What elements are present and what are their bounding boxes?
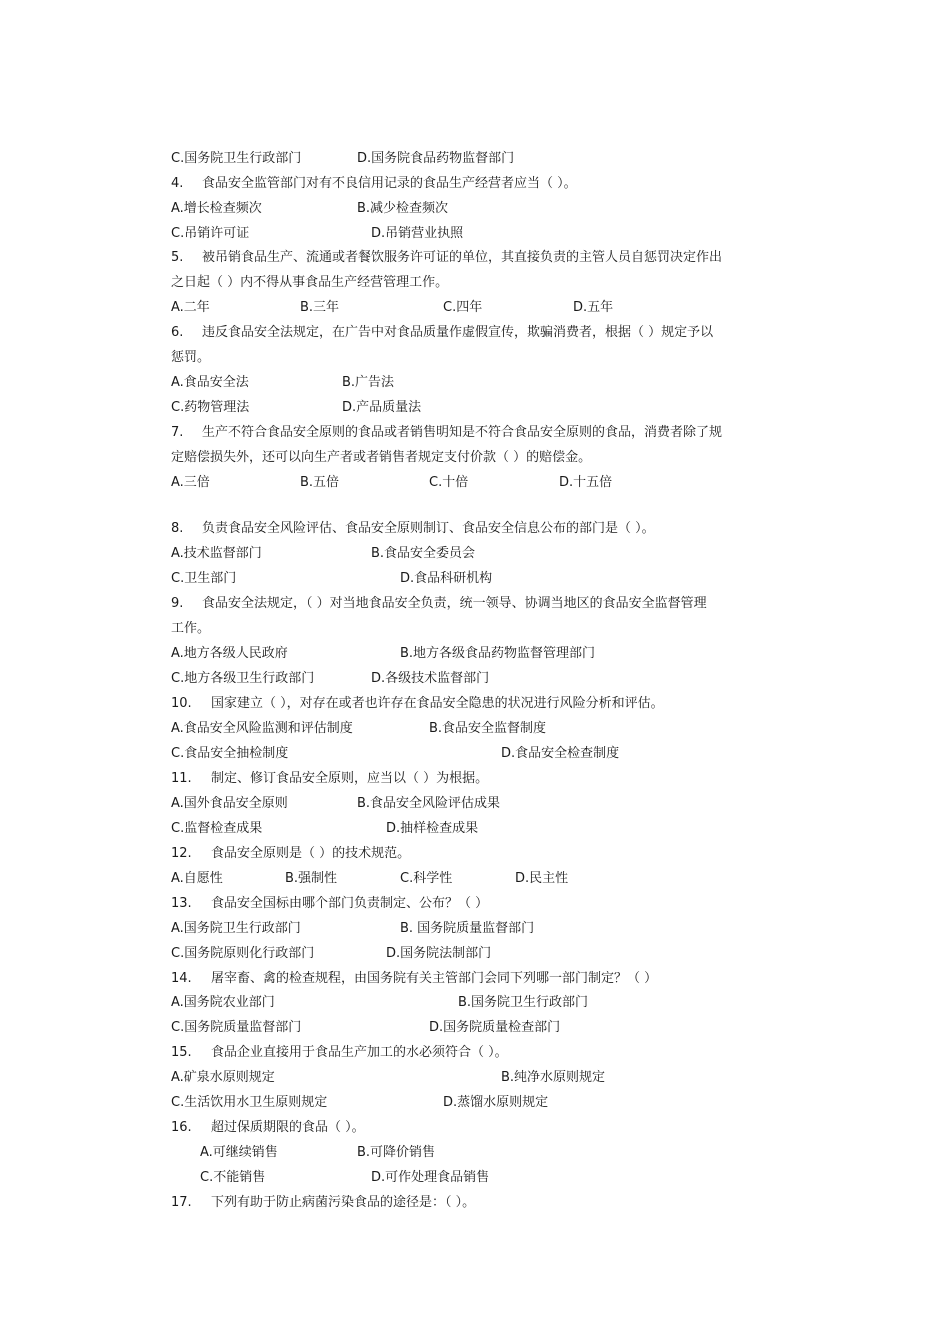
option-c: C.国务院质量监督部门 <box>171 1020 302 1035</box>
option-c: C.吊销许可证 <box>171 226 250 241</box>
option-b: B.食品安全风险评估成果 <box>357 796 501 811</box>
option-d: D.各级技术监督部门 <box>371 671 490 686</box>
option-c: C.药物管理法 <box>171 400 250 415</box>
option-a: A.食品安全法 <box>171 375 249 390</box>
option-b: B.可降价销售 <box>357 1145 436 1160</box>
option-c: C.食品安全抽检制度 <box>171 746 289 761</box>
question-4 <box>171 173 577 195</box>
option-b: B.纯净水原则规定 <box>501 1070 606 1085</box>
option-a: A.自愿性 <box>171 871 223 886</box>
option-a: A.技术监督部门 <box>171 546 262 561</box>
option-d: D.抽样检查成果 <box>386 821 479 836</box>
option-d: D.国务院法制部门 <box>386 946 492 961</box>
option-a: A.增长检查频次 <box>171 201 262 216</box>
option-d: D.食品安全检查制度 <box>501 746 620 761</box>
question-number: 16. <box>171 1120 192 1135</box>
question-text-continued: 惩罚。 <box>171 350 211 365</box>
question-text: 超过保质期限的食品（ ）。 <box>211 1120 365 1135</box>
question-17 <box>171 1192 475 1214</box>
question-text: 负责食品安全风险评估、食品安全原则制订、食品安全信息公布的部门是（ ）。 <box>202 521 655 536</box>
option-a: A.可继续销售 <box>200 1145 278 1160</box>
option-c: C.国务院原则化行政部门 <box>171 946 315 961</box>
question-9 <box>171 593 707 615</box>
option-d: D.国务院食品药物监督部门 <box>357 151 515 166</box>
option-a: A.国外食品安全原则 <box>171 796 288 811</box>
question-text-continued: 工作。 <box>171 621 211 636</box>
option-d: D.民主性 <box>515 871 569 886</box>
option-d: D.蒸馏水原则规定 <box>443 1095 549 1110</box>
option-b: B. 国务院质量监督部门 <box>400 921 535 936</box>
option-b: B.强制性 <box>285 871 338 886</box>
question-number: 13. <box>171 896 192 911</box>
option-d: D.产品质量法 <box>342 400 422 415</box>
question-text: 食品安全法规定，（ ）对当地食品安全负责，统一领导、协调当地区的食品安全监督管理 <box>202 596 707 611</box>
question-number: 5. <box>171 250 184 265</box>
option-a: A.二年 <box>171 300 210 315</box>
question-text-continued: 之日起（ ）内不得从事食品生产经营管理工作。 <box>171 275 449 290</box>
option-a: A.三倍 <box>171 475 210 490</box>
question-number: 9. <box>171 596 184 611</box>
option-b: B.五倍 <box>300 475 340 490</box>
option-b: B.三年 <box>300 300 340 315</box>
option-d: D.十五倍 <box>559 475 613 490</box>
question-7 <box>171 422 722 444</box>
option-b: B.减少检查频次 <box>357 201 449 216</box>
question-number: 14. <box>171 971 192 986</box>
option-c: C.地方各级卫生行政部门 <box>171 671 315 686</box>
option-b: B.地方各级食品药物监督管理部门 <box>400 646 596 661</box>
question-text: 违反食品安全法规定，在广告中对食品质量作虚假宣传，欺骗消费者，根据（ ）规定予以 <box>202 325 714 340</box>
question-13 <box>171 893 488 915</box>
question-15 <box>171 1042 508 1064</box>
question-number: 17. <box>171 1195 192 1210</box>
option-c: C.生活饮用水卫生原则规定 <box>171 1095 328 1110</box>
question-16 <box>171 1117 365 1139</box>
question-text-continued: 定赔偿损失外，还可以向生产者或者销售者规定支付价款（ ）的赔偿金。 <box>171 450 592 465</box>
question-14 <box>171 968 657 990</box>
option-a: A.地方各级人民政府 <box>171 646 288 661</box>
question-text: 食品企业直接用于食品生产加工的水必须符合（ ）。 <box>211 1045 508 1060</box>
option-b: B.食品安全监督制度 <box>429 721 547 736</box>
option-d: D.五年 <box>573 300 614 315</box>
option-d: D.国务院质量检查部门 <box>429 1020 561 1035</box>
option-b: B.食品安全委员会 <box>371 546 476 561</box>
question-number: 6. <box>171 325 184 340</box>
question-number: 12. <box>171 846 192 861</box>
question-text: 食品安全监管部门对有不良信用记录的食品生产经营者应当（ ）。 <box>202 176 577 191</box>
question-number: 4. <box>171 176 184 191</box>
option-a: A.食品安全风险监测和评估制度 <box>171 721 353 736</box>
question-5 <box>171 247 722 269</box>
option-b: B.广告法 <box>342 375 395 390</box>
option-c: C.卫生部门 <box>171 571 237 586</box>
question-10 <box>171 693 664 715</box>
question-number: 7. <box>171 425 184 440</box>
question-number: 8. <box>171 521 184 536</box>
option-c: C.不能销售 <box>200 1170 266 1185</box>
option-c: C.国务院卫生行政部门 <box>171 151 302 166</box>
question-number: 11. <box>171 771 192 786</box>
question-text: 被吊销食品生产、流通或者餐饮服务许可证的单位，其直接负责的主管人员自惩罚决定作出 <box>202 250 723 265</box>
option-d: D.吊销营业执照 <box>371 226 464 241</box>
question-text: 下列有助于防止病菌污染食品的途径是：（ ）。 <box>211 1195 476 1210</box>
question-number: 15. <box>171 1045 192 1060</box>
option-c: C.四年 <box>443 300 483 315</box>
option-c: C.十倍 <box>429 475 469 490</box>
question-text: 屠宰畜、禽的检查规程，由国务院有关主管部门会同下列哪一部门制定？（ ） <box>211 971 658 986</box>
option-a: A.国务院农业部门 <box>171 995 275 1010</box>
option-c: C.科学性 <box>400 871 453 886</box>
option-b: B.国务院卫生行政部门 <box>458 995 589 1010</box>
option-d: D.食品科研机构 <box>400 571 493 586</box>
option-a: A.国务院卫生行政部门 <box>171 921 301 936</box>
question-6 <box>171 322 713 344</box>
question-text: 食品安全国标由哪个部门负责制定、公布？（ ） <box>211 896 489 911</box>
option-c: C.监督检查成果 <box>171 821 263 836</box>
question-text: 生产不符合食品安全原则的食品或者销售明知是不符合食品安全原则的食品，消费者除了规 <box>202 425 723 440</box>
question-text: 食品安全原则是（ ）的技术规范。 <box>211 846 411 861</box>
question-11 <box>171 768 488 790</box>
question-number: 10. <box>171 696 192 711</box>
option-a: A.矿泉水原则规定 <box>171 1070 275 1085</box>
option-d: D.可作处理食品销售 <box>371 1170 490 1185</box>
question-8 <box>171 518 655 540</box>
question-text: 国家建立（ ），对存在或者也许存在食品安全隐患的状况进行风险分析和评估。 <box>211 696 664 711</box>
question-12 <box>171 843 410 865</box>
question-text: 制定、修订食品安全原则，应当以（ ）为根据。 <box>211 771 489 786</box>
